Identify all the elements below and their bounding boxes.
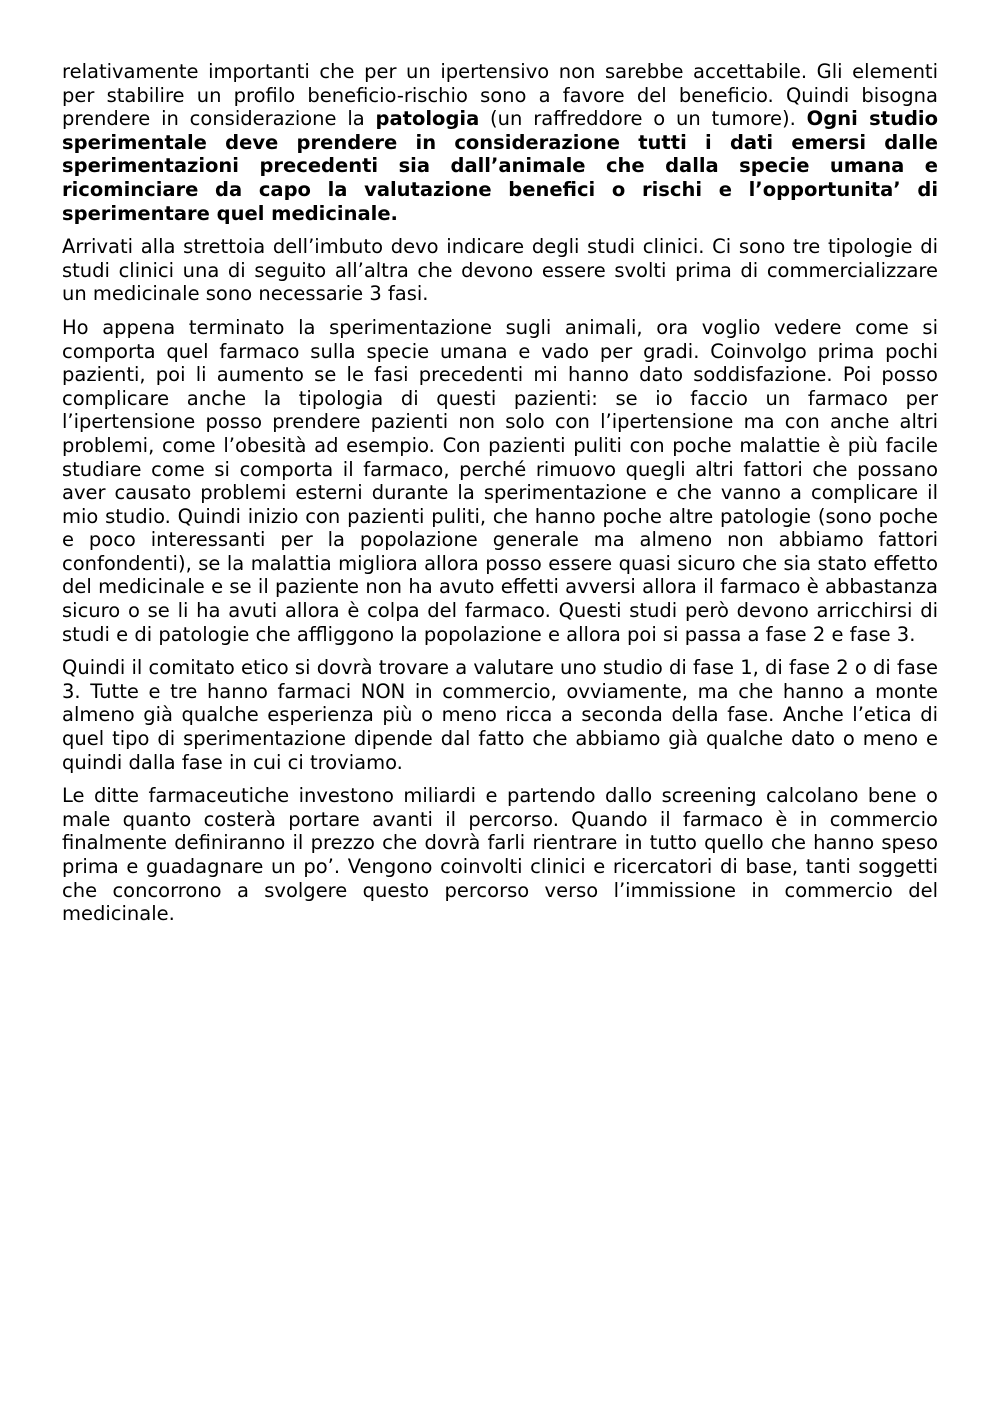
paragraph-patients: Ho appena terminato la sperimentazione sugli animali, ora voglio vedere come si comporta quel farmaco sulla specie umana e vado per gradi. Coinvolgo prima pochi pazienti, poi li aumento se le fasi precedenti mi hanno dato soddisfazione. Poi posso complicare anche la tipologia di questi pazienti: se io faccio un farmaco per l’ipertensione posso prendere pazienti non solo con l’ipertensione ma con anche altri problemi, come l’obesità ad esempio. Con pazienti puliti con poche malattie è più facile studiare come si comporta il farmaco, perché rimuovo quegli altri fattori che possano aver causato problemi esterni durante la sperimentazione e che vanno a complicare il mio studio. Quindi inizio con pazienti puliti, che hanno poche altre patologie (sono poche e poco interessanti per la popolazione generale ma almeno non abbiamo fattori confondenti), se la malattia migliora allora posso essere quasi sicuro che sia stato effetto del medicinale e se il paziente non ha avuto effetti avversi allora il farmaco è abbastanza sicuro o se li ha avuti allora è colpa del farmaco. Questi studi però devono arricchirsi di studi e di patologie che affliggono la popolazione e allora poi si passa a fase 2 e fase 3. [62,315,938,646]
document-page [62,60,938,936]
paragraph-text: (un raffreddore o un tumore). [479,107,807,131]
paragraph-benefit-risk [62,60,938,225]
bold-term-patologia: patologia [375,107,480,131]
paragraph-clinical-studies: Arrivati alla strettoia dell’imbuto devo indicare degli studi clinici. Ci sono tre tipologie di studi clinici una di seguito all’altra che devono essere svolti prima di commercializzare un medicinale sono necessarie 3 fasi. [62,235,938,306]
paragraph-text: relativamente importanti che per un ipertensivo non sarebbe accettabile. Gli elementi per stabilire un profilo beneficio-rischio sono a favore del beneficio. Quindi bisogna prendere in considerazione la [62,60,938,131]
bold-statement: Ogni studio sperimentale deve prendere in considerazione tutti i dati emersi dalle sperimentazioni precedenti sia dall’animale che dalla specie umana e ricominciare da capo la valutazione benefici o rischi e l’opportunita’ di sperimentare quel medicinale. [62,107,939,225]
paragraph-ethics-committee: Quindi il comitato etico si dovrà trovare a valutare uno studio di fase 1, di fase 2 o di fase 3. Tutte e tre hanno farmaci NON in commercio, ovviamente, ma che hanno a monte almeno già qualche esperienza più o meno ricca a seconda della fase. Anche l’etica di quel tipo di sperimentazione dipende dal fatto che abbiamo già qualche dato o meno e quindi dalla fase in cui ci troviamo. [62,656,938,774]
paragraph-pharma-companies: Le ditte farmaceutiche investono miliardi e partendo dallo screening calcolano bene o male quanto costerà portare avanti il percorso. Quando il farmaco è in commercio finalmente definiranno il prezzo che dovrà farli rientrare in tutto quello che hanno speso prima e guadagnare un po’. Vengono coinvolti clinici e ricercatori di base, tanti soggetti che concorrono a svolgere questo percorso verso l’immissione in commercio del medicinale. [62,784,938,926]
